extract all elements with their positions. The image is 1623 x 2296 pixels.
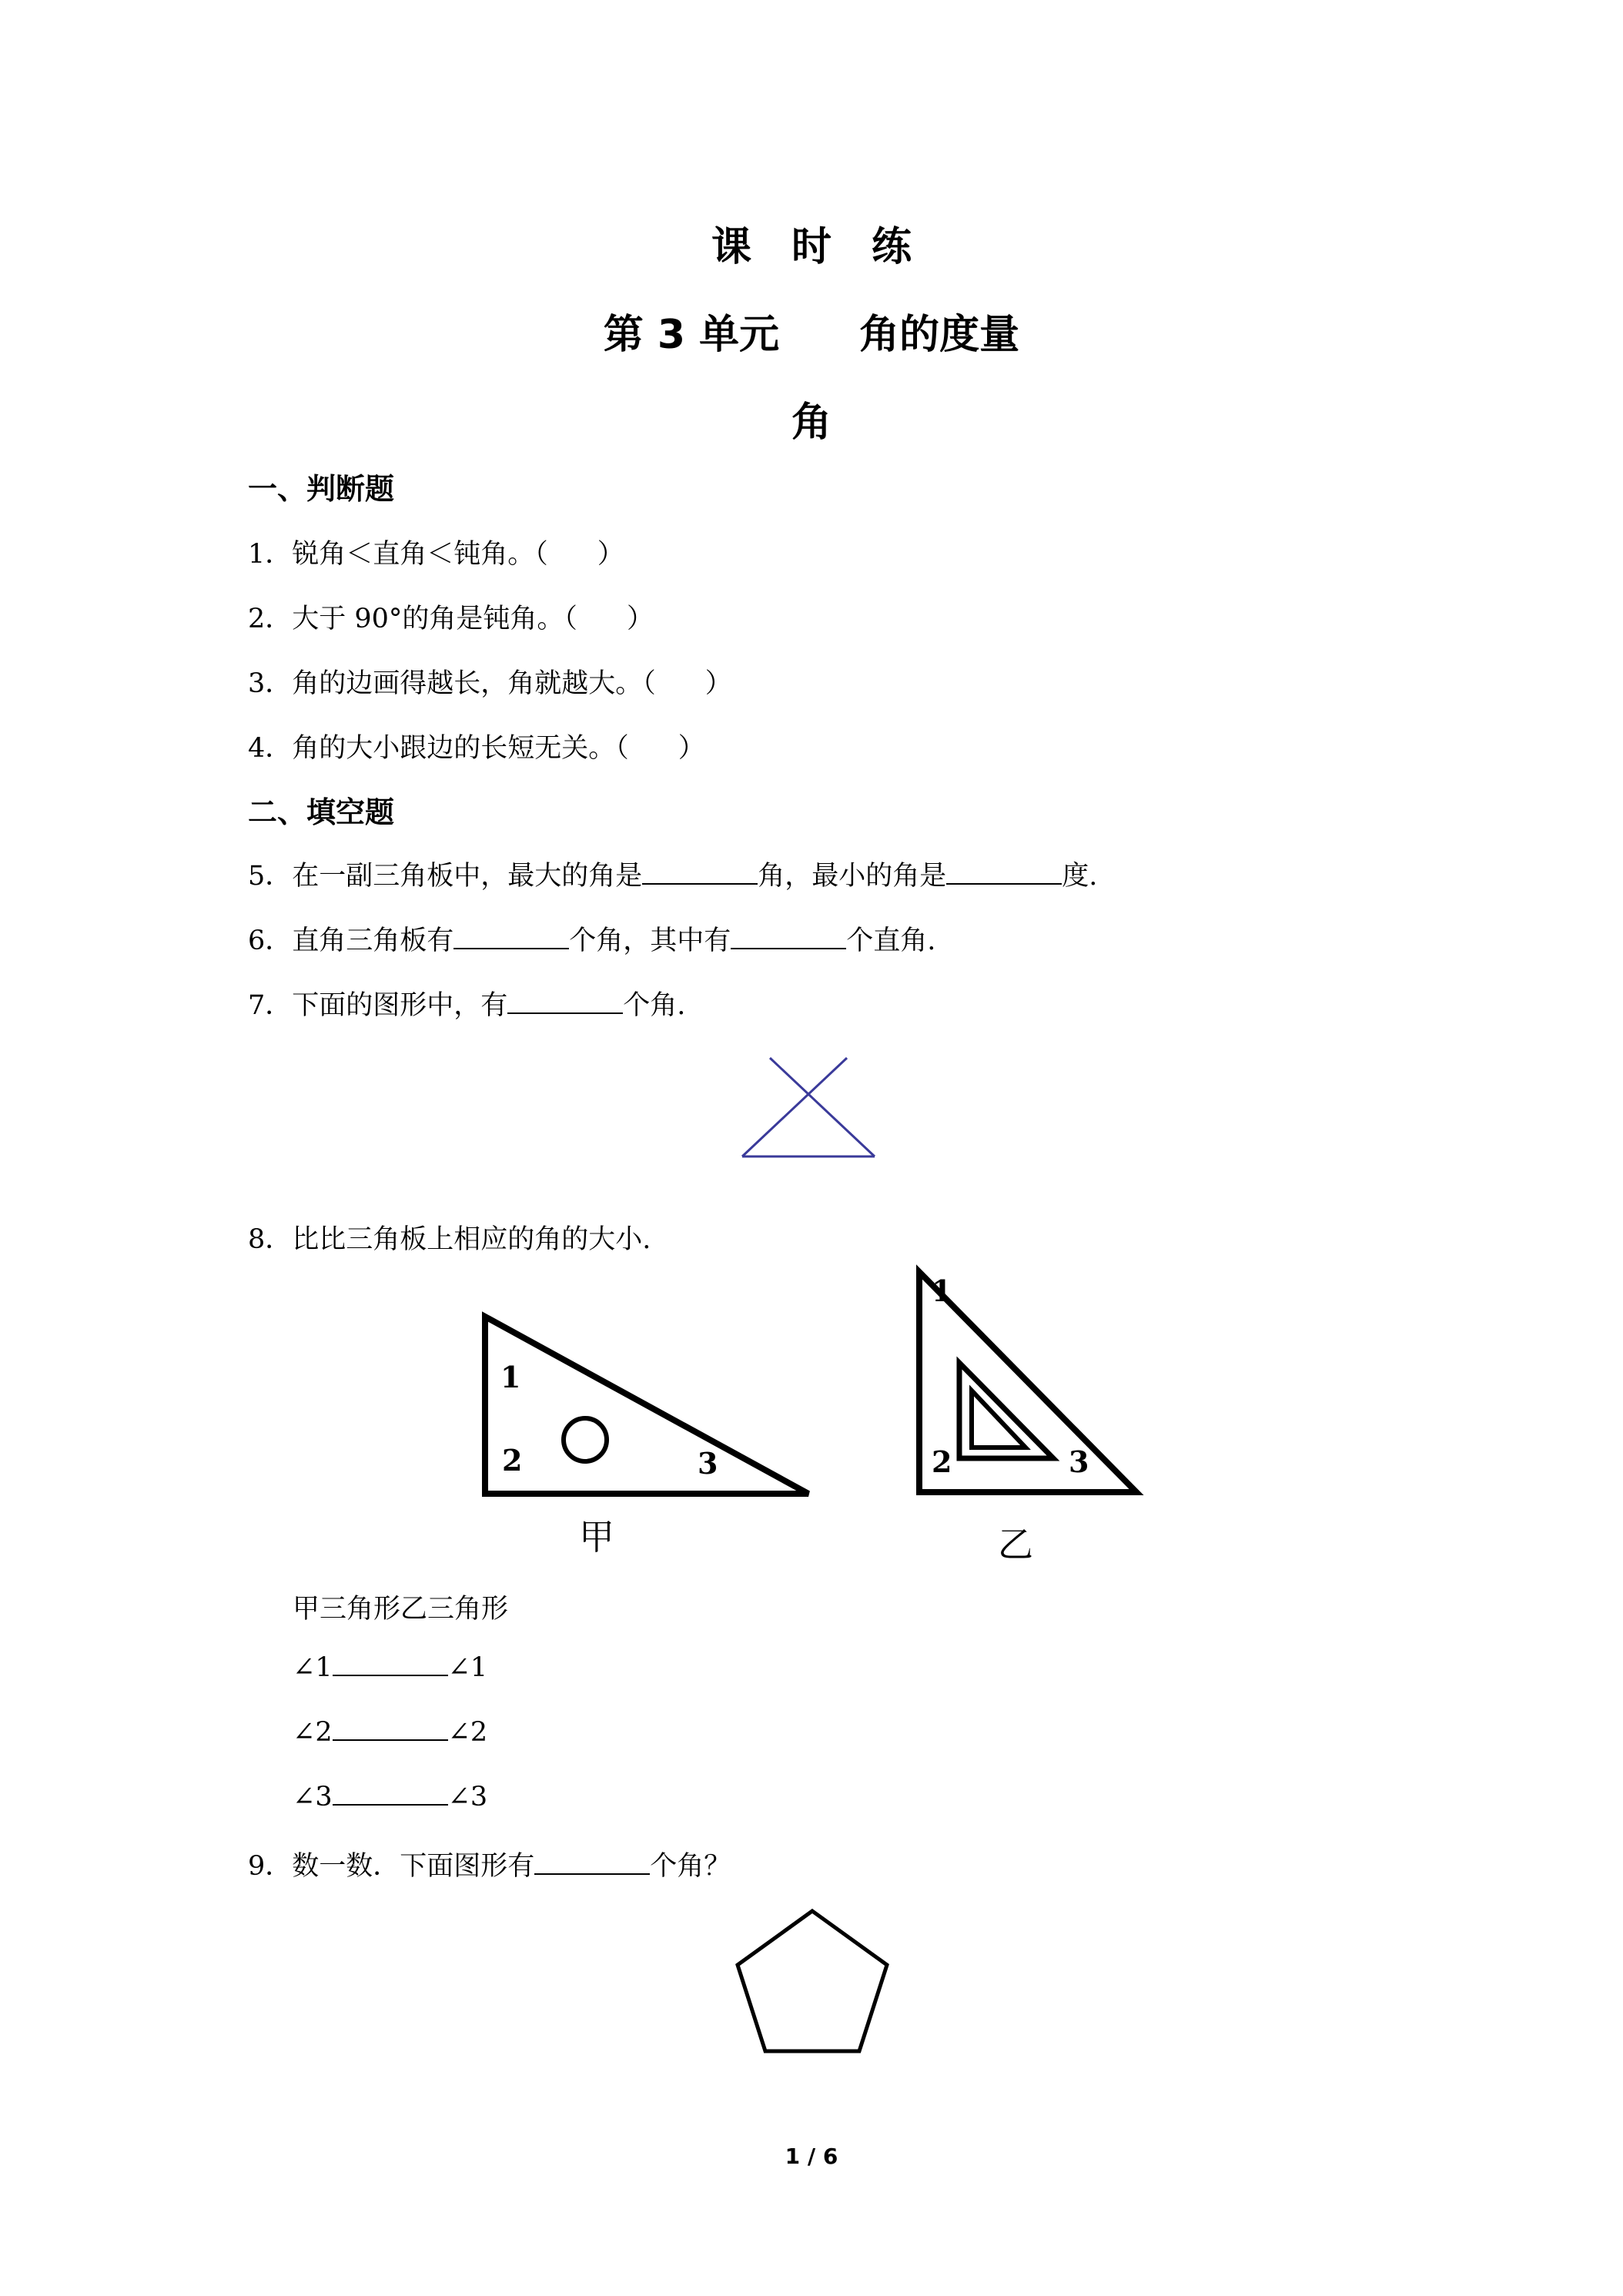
answer-blank[interactable] [333, 1784, 448, 1806]
question-1-close: ） [597, 539, 624, 570]
comparison-header: 甲三角形乙三角形 [293, 1594, 509, 1625]
triangle-yi-angle-1: 1 [932, 1274, 952, 1308]
triangle-jia-angle-3: 3 [698, 1446, 718, 1481]
question-7-text-b: 个角. [623, 990, 686, 1021]
question-4 [248, 727, 705, 765]
figure-line-left [742, 1058, 847, 1156]
section-true-false: 一、判断题 [248, 472, 395, 506]
question-2-text: 2．大于 90°的角是钝角。（ [248, 604, 577, 634]
unit-title: 第 3 单元 角的度量 [603, 312, 1020, 358]
pentagon-outline [738, 1911, 887, 2051]
answer-blank[interactable] [731, 928, 846, 949]
comparison-right: ∠1 [447, 1652, 488, 1683]
question-3 [248, 662, 732, 701]
triangle-jia-outline [485, 1317, 808, 1494]
answer-blank[interactable] [453, 928, 569, 949]
question-6 [248, 919, 935, 958]
answer-blank[interactable] [333, 1719, 448, 1741]
comparison-right: ∠3 [447, 1782, 488, 1812]
question-5-text-a: 5．在一副三角板中，最大的角是 [248, 861, 643, 892]
answer-blank[interactable] [333, 1655, 448, 1676]
answer-blank[interactable] [946, 863, 1062, 885]
question-5-text-c: 度. [1062, 861, 1098, 892]
question-7 [248, 984, 685, 1022]
triangle-jia-angle-1: 1 [500, 1360, 521, 1394]
crossed-angle-figure [739, 1055, 878, 1163]
triangle-jia-label: 甲 [579, 1516, 614, 1558]
comparison-right: ∠2 [447, 1717, 488, 1748]
comparison-row-2 [293, 1717, 487, 1748]
answer-blank[interactable] [507, 992, 623, 1014]
lesson-title: 角 [791, 400, 832, 446]
triangle-yi-label: 乙 [998, 1524, 1033, 1565]
figure-line-right [770, 1058, 875, 1156]
question-9-text-a: 9．数一数．下面图形有 [248, 1851, 535, 1882]
question-9-text-b: 个角？ [650, 1851, 731, 1882]
worksheet-title: 课 时 练 [711, 224, 912, 270]
comparison-left: ∠2 [293, 1717, 333, 1748]
comparison-left: ∠3 [293, 1782, 333, 1812]
question-6-text-c: 个直角. [846, 925, 936, 956]
question-2 [248, 597, 654, 636]
question-1-text: 1．锐角＜直角＜钝角。（ [248, 539, 548, 570]
question-5 [248, 855, 1097, 893]
question-8: 8．比比三角板上相应的角的大小. [248, 1224, 651, 1255]
triangle-yi-angle-3: 3 [1069, 1444, 1089, 1479]
question-9 [248, 1845, 731, 1883]
pentagon-figure [731, 1906, 893, 2060]
question-4-text: 4．角的大小跟边的长短无关。（ [248, 733, 629, 764]
answer-blank[interactable] [534, 1853, 650, 1875]
page-number: 1 / 6 [785, 2144, 838, 2169]
question-2-close: ） [626, 604, 654, 634]
comparison-row-3 [293, 1782, 487, 1812]
triangle-jia-hole [564, 1418, 607, 1461]
comparison-row-1 [293, 1652, 487, 1683]
triangle-jia-angle-2: 2 [502, 1443, 523, 1478]
question-3-close: ） [704, 668, 732, 699]
question-1 [248, 533, 624, 571]
question-5-text-b: 角，最小的角是 [758, 861, 947, 892]
triangle-jia-figure [477, 1309, 816, 1509]
question-4-close: ） [678, 733, 705, 764]
triangle-yi-angle-2: 2 [932, 1444, 952, 1479]
section-fill-blank: 二、填空题 [248, 795, 395, 829]
question-6-text-a: 6．直角三角板有 [248, 925, 454, 956]
question-6-text-b: 个角，其中有 [569, 925, 731, 956]
answer-blank[interactable] [642, 863, 758, 885]
comparison-left: ∠1 [293, 1652, 333, 1683]
question-3-text: 3．角的边画得越长，角就越大。（ [248, 668, 656, 699]
question-7-text-a: 7．下面的图形中，有 [248, 990, 508, 1021]
